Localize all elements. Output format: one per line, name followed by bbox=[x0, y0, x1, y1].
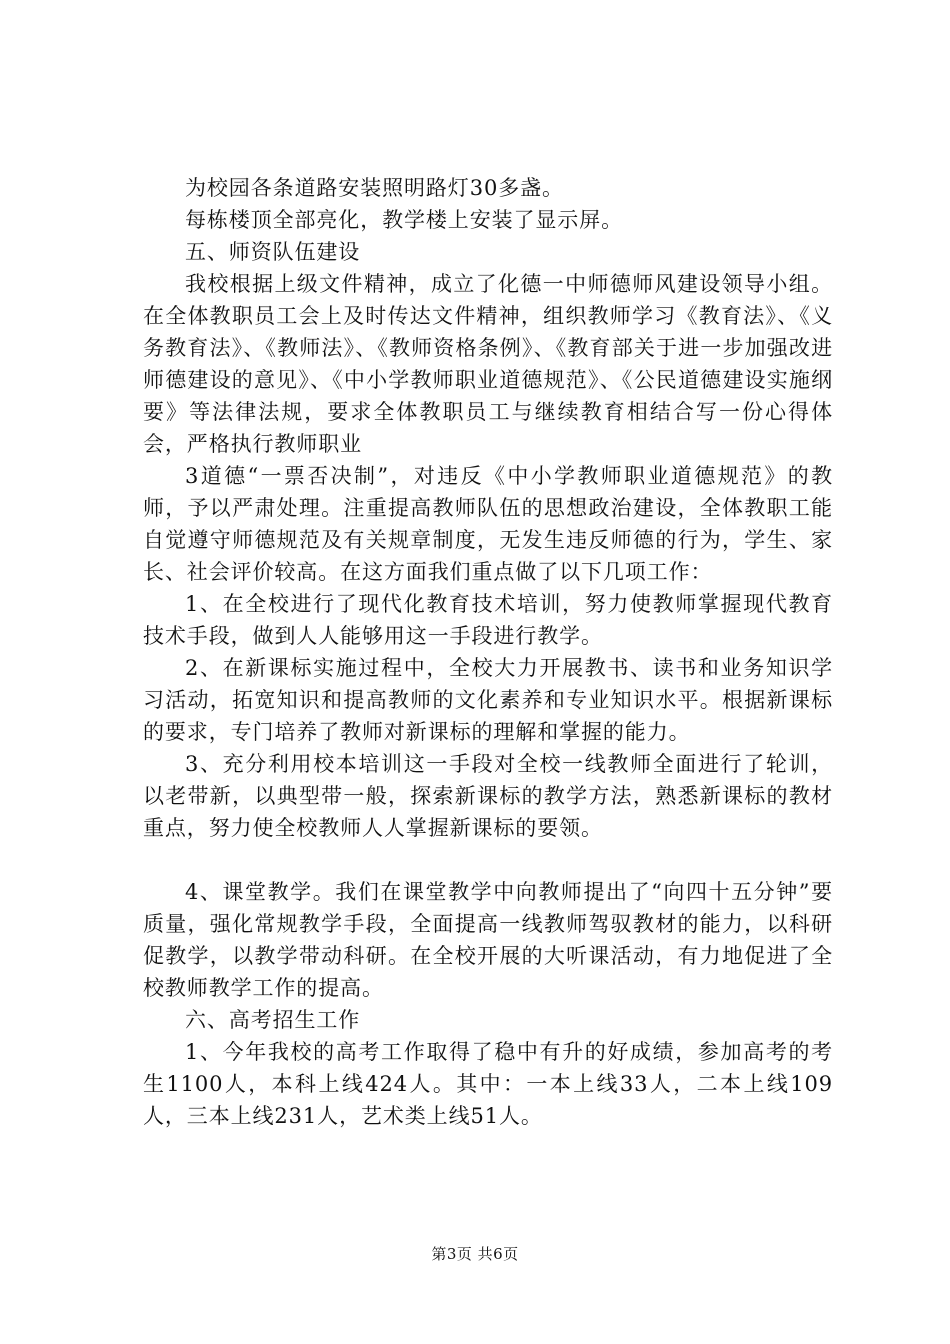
section-heading-admissions: 六、高考招生工作 bbox=[185, 1008, 361, 1032]
paragraph-ethics-group: 我校根据上级文件精神，成立了化德一中师德师风建设领导小组。在全体教职员工会上及时传达文件精神，组织教师学习《教育法》、《义务教育法》、《教师法》、《教师资格条例》、《教育部关于进一步加强改进师德建设的意见》、《中小学教师职业道德规范》、《公民道德建设实施纲要》等法律法规，要求全体教职员工与继续教育相结合写一份心得体会，严格执行教师职业 bbox=[143, 272, 833, 456]
list-item-1: 1、在全校进行了现代化教育技术培训，努力使教师掌握现代教育技术手段，做到人人能够用这一手段进行教学。 bbox=[143, 592, 833, 648]
paragraph-exam-results: 1、今年我校的高考工作取得了稳中有升的好成绩，参加高考的考生1100人，本科上线424人。其中：一本上线33人，二本上线109人，三本上线231人，艺术类上线51人。 bbox=[143, 1040, 833, 1128]
paragraph-street-lights: 为校园各条道路安装照明路灯30多盏。 bbox=[185, 176, 564, 200]
section-heading-teachers: 五、师资队伍建设 bbox=[185, 240, 361, 264]
paragraph-building-lighting: 每栋楼顶全部亮化，教学楼上安装了显示屏。 bbox=[185, 208, 623, 232]
list-item-4: 4、课堂教学。我们在课堂教学中向教师提出了“向四十五分钟”要质量，强化常规教学手段，全面提高一线教师驾驭教材的能力，以科研促教学，以教学带动科研。在全校开展的大听课活动，有力地促进了全校教师教学工作的提高。 bbox=[143, 880, 833, 1000]
page-number-footer: 第3页 共6页 bbox=[431, 1245, 519, 1263]
list-item-3: 3、充分利用校本培训这一手段对全校一线教师全面进行了轮训，以老带新，以典型带一般，探索新课标的教学方法，熟悉新课标的教材重点，努力使全校教师人人掌握新课标的要领。 bbox=[143, 752, 833, 840]
paragraph-ethics-veto: 3道德“一票否决制”，对违反《中小学教师职业道德规范》的教师，予以严肃处理。注重提高教师队伍的思想政治建设，全体教职工能自觉遵守师德规范及有关规章制度，无发生违反师德的行为，学生、家长、社会评价较高。在这方面我们重点做了以下几项工作： bbox=[143, 464, 833, 584]
list-item-2: 2、在新课标实施过程中，全校大力开展教书、读书和业务知识学习活动，拓宽知识和提高教师的文化素养和专业知识水平。根据新课标的要求，专门培养了教师对新课标的理解和掌握的能力。 bbox=[143, 656, 833, 744]
document-body bbox=[143, 172, 833, 1132]
